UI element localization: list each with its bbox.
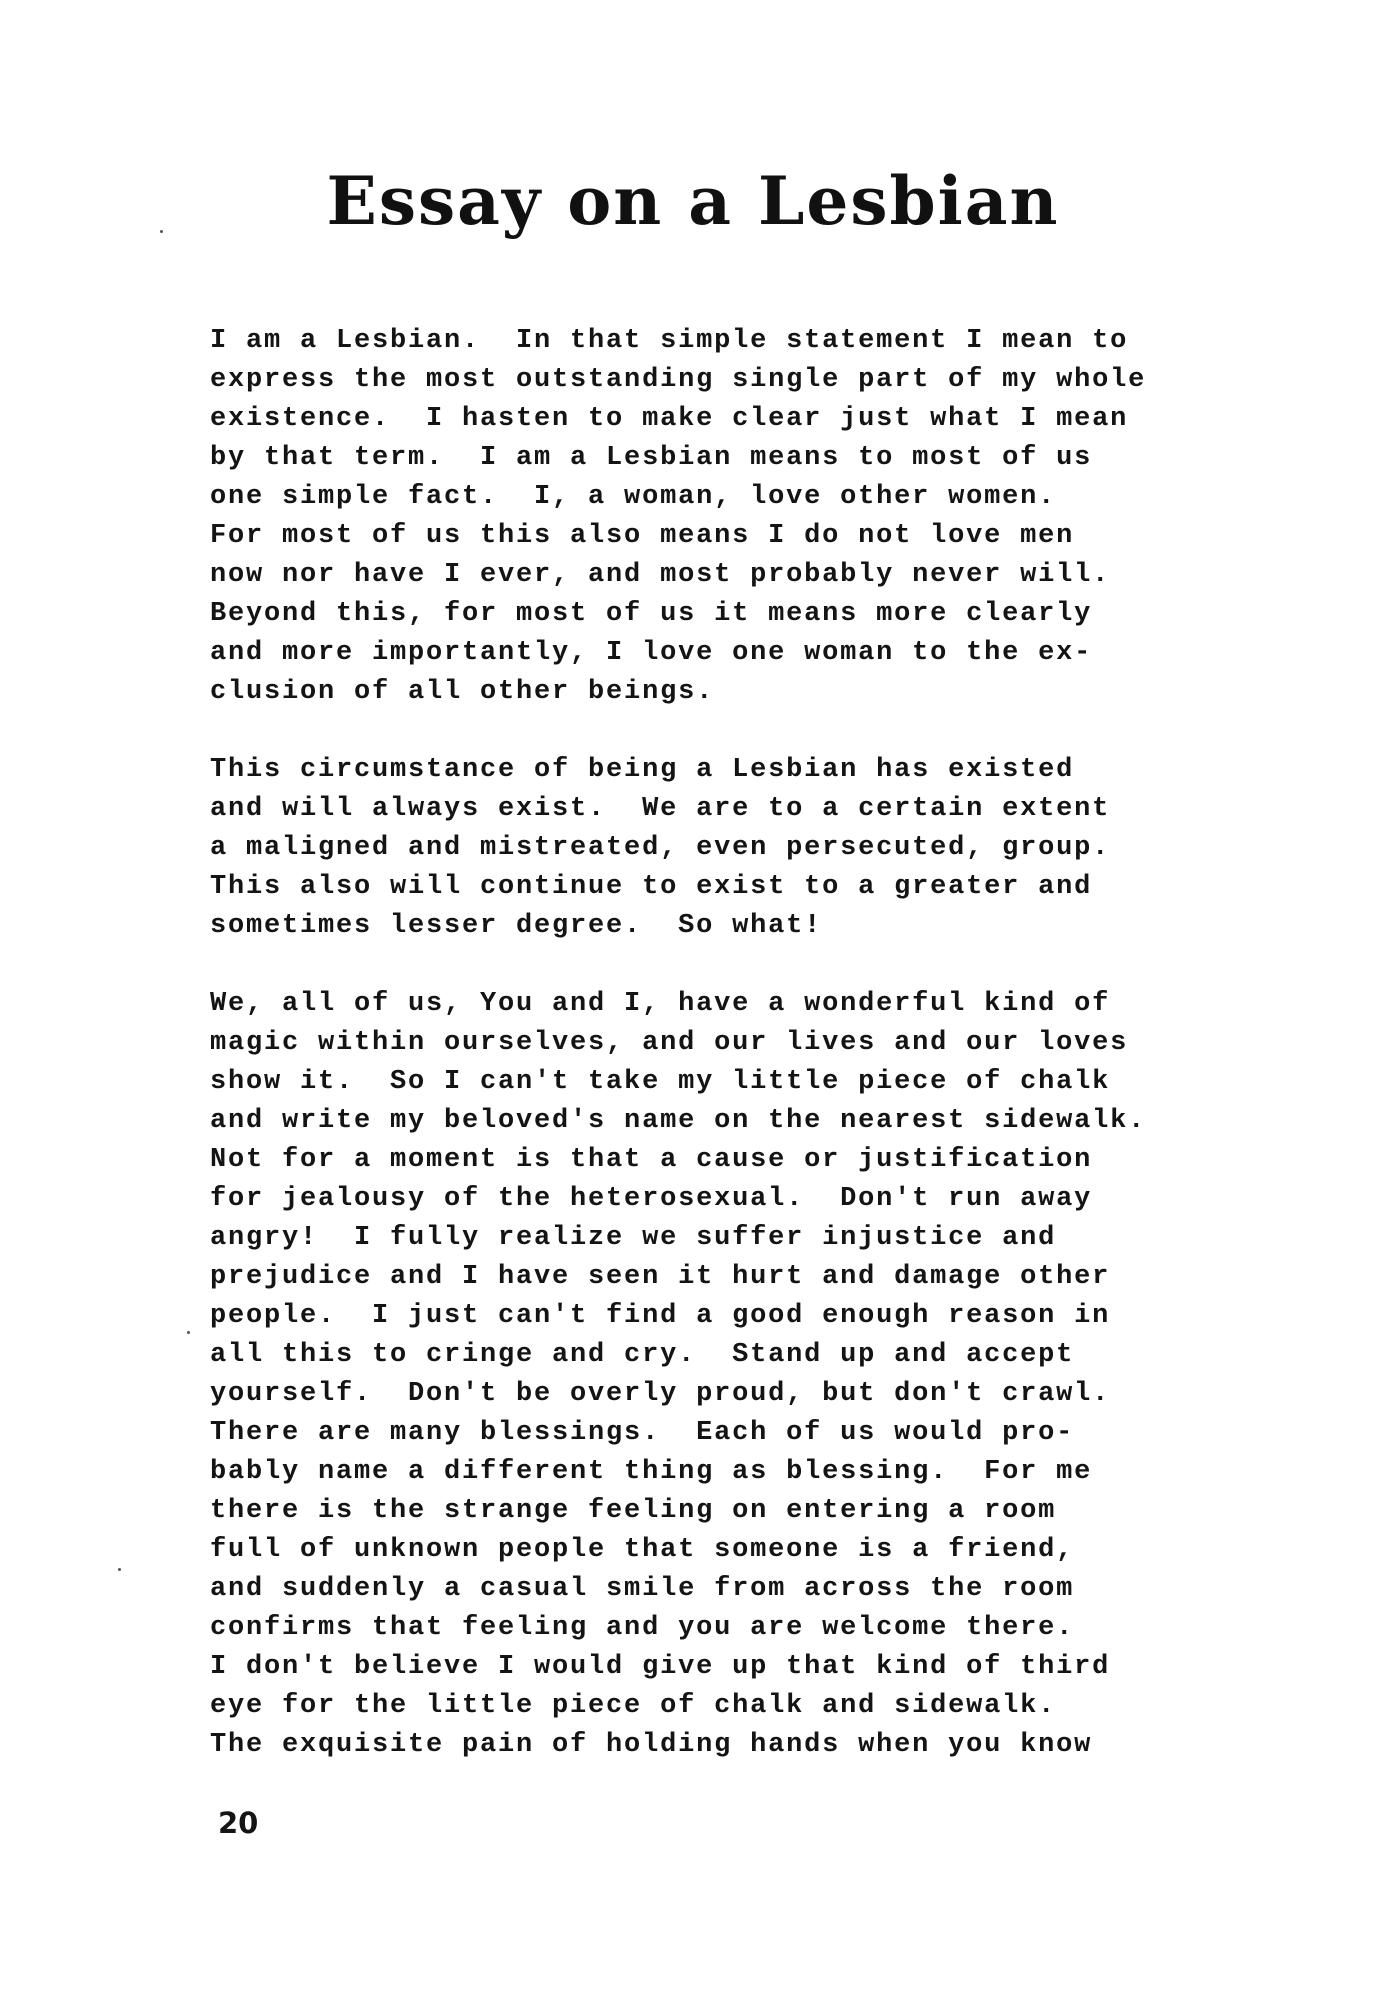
text-line: one simple fact. I, a woman, love other women. [210,482,1057,512]
text-line: for jealousy of the heterosexual. Don't run away [210,1184,1093,1214]
text-line: I don't believe I would give up that kind of third [210,1652,1111,1682]
text-line: show it. So I can't take my little piece of chalk [210,1067,1111,1097]
text-line: clusion of all other beings. [210,677,715,707]
text-line: We, all of us, You and I, have a wonderful kind of [210,989,1111,1019]
text-line: and will always exist. We are to a certain extent [210,794,1111,824]
page-title: Essay on a Lesbian [326,162,1060,240]
text-line: I am a Lesbian. In that simple statement I mean to [210,326,1129,356]
text-line: This circumstance of being a Lesbian has existed [210,755,1075,785]
scan-speck [187,1331,190,1334]
text-line: For most of us this also means I do not love men [210,521,1075,551]
text-line: by that term. I am a Lesbian means to most of us [210,443,1093,473]
text-line: Beyond this, for most of us it means more clearly [210,599,1093,629]
text-line: full of unknown people that someone is a friend, [210,1535,1075,1565]
text-line: prejudice and I have seen it hurt and damage other [210,1262,1111,1292]
text-line: express the most outstanding single part of my whole [210,365,1147,395]
text-line: confirms that feeling and you are welcome there. [210,1613,1075,1643]
scan-speck [118,1568,121,1571]
paragraph-gap [210,946,1210,985]
text-line: a maligned and mistreated, even persecuted, group. [210,833,1111,863]
paragraph-1 [210,322,1210,712]
text-line: and more importantly, I love one woman to the ex- [210,638,1093,668]
text-line: bably name a different thing as blessing. For me [210,1457,1093,1487]
text-line: there is the strange feeling on entering a room [210,1496,1057,1526]
paragraph-gap [210,712,1210,751]
text-line: and write my beloved's name on the nearest sidewalk. [210,1106,1147,1136]
text-line: There are many blessings. Each of us would pro- [210,1418,1075,1448]
text-line: angry! I fully realize we suffer injustice and [210,1223,1057,1253]
text-line: sometimes lesser degree. So what! [210,911,823,941]
text-line: This also will continue to exist to a greater and [210,872,1093,902]
text-line: now nor have I ever, and most probably never will. [210,560,1111,590]
text-line: magic within ourselves, and our lives and our loves [210,1028,1129,1058]
essay-body [210,322,1210,1765]
paragraph-2 [210,751,1210,946]
scan-speck [160,230,163,233]
page-number: 20 [218,1806,259,1840]
paragraph-3 [210,985,1210,1765]
text-line: yourself. Don't be overly proud, but don't crawl. [210,1379,1111,1409]
text-line: and suddenly a casual smile from across the room [210,1574,1075,1604]
text-line: existence. I hasten to make clear just what I mean [210,404,1129,434]
text-line: Not for a moment is that a cause or justification [210,1145,1093,1175]
text-line: people. I just can't find a good enough reason in [210,1301,1111,1331]
text-line: all this to cringe and cry. Stand up and accept [210,1340,1075,1370]
text-line: eye for the little piece of chalk and sidewalk. [210,1691,1057,1721]
text-line: The exquisite pain of holding hands when you know [210,1730,1093,1760]
